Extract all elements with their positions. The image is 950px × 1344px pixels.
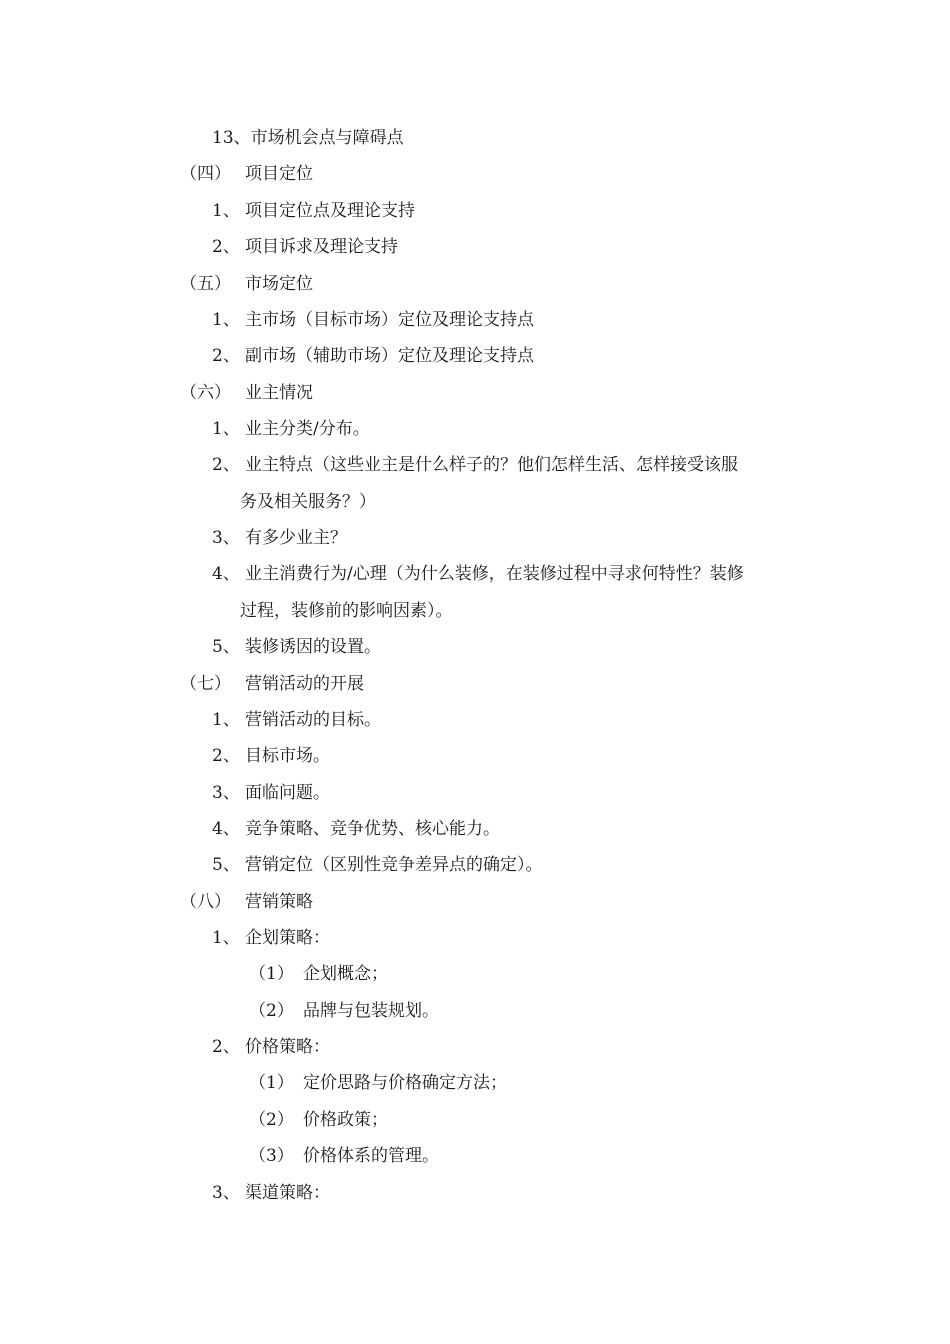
- item-number: 2、: [212, 746, 240, 766]
- sub-item-number: （1）: [249, 1073, 294, 1093]
- item-text: 市场机会点与障碍点: [250, 128, 404, 148]
- section-number: （四）: [180, 164, 231, 184]
- outline-line: [212, 817, 500, 841]
- sub-item-text: 品牌与包装规划。: [303, 1001, 439, 1021]
- section-number: （五）: [180, 274, 231, 294]
- item-number: 1、: [212, 928, 240, 948]
- item-text: 副市场（辅助市场）定位及理论支持点: [245, 346, 534, 366]
- item-text: 过程，装修前的影响因素）。: [240, 601, 453, 621]
- outline-line: [212, 453, 738, 477]
- outline-line: [212, 199, 415, 223]
- sub-item-line: [249, 1144, 439, 1168]
- section-heading: [180, 381, 313, 405]
- outline-line: [212, 526, 347, 550]
- sub-item-text: 价格体系的管理。: [303, 1146, 439, 1166]
- outline-line: [212, 635, 381, 659]
- sub-item-number: （2）: [249, 1110, 294, 1130]
- item-number: 5、: [212, 855, 240, 875]
- item-text: 营销定位（区别性竞争差异点的确定）。: [245, 855, 543, 875]
- section-number: （七）: [180, 674, 231, 694]
- item-text: 有多少业主？: [245, 528, 347, 548]
- sub-item-line: [249, 1071, 507, 1095]
- outline-line: [212, 1035, 330, 1059]
- item-text: 项目诉求及理论支持: [245, 237, 398, 257]
- outline-line: [212, 1181, 330, 1205]
- outline-line: [212, 562, 744, 586]
- item-text: 面临问题。: [245, 783, 330, 803]
- sub-item-text: 企划概念；: [303, 964, 388, 984]
- outline-line-continuation: [240, 490, 376, 514]
- sub-item-number: （3）: [249, 1146, 294, 1166]
- outline-line: [212, 344, 534, 368]
- section-title: 业主情况: [245, 383, 313, 403]
- section-title: 营销策略: [245, 892, 313, 912]
- item-number: 2、: [212, 237, 240, 257]
- item-number: 1、: [212, 710, 240, 730]
- outline-line: [212, 126, 404, 150]
- item-number: 4、: [212, 564, 240, 584]
- item-text: 营销活动的目标。: [245, 710, 381, 730]
- section-heading: [180, 890, 313, 914]
- outline-line: [212, 781, 330, 805]
- sub-item-line: [249, 1108, 388, 1132]
- section-number: （六）: [180, 383, 231, 403]
- section-number: （八）: [180, 892, 231, 912]
- sub-item-text: 价格政策；: [303, 1110, 388, 1130]
- item-number: 3、: [212, 1183, 240, 1203]
- outline-line: [212, 744, 330, 768]
- outline-line: [212, 853, 543, 877]
- sub-item-text: 定价思路与价格确定方法；: [303, 1073, 507, 1093]
- item-text: 竞争策略、竞争优势、核心能力。: [245, 819, 500, 839]
- section-title: 营销活动的开展: [245, 674, 364, 694]
- section-title: 市场定位: [245, 274, 313, 294]
- item-number: 13、: [212, 128, 251, 148]
- sub-item-number: （1）: [249, 964, 294, 984]
- item-text: 业主消费行为/心理（为什么装修，在装修过程中寻求何特性？装修: [245, 564, 744, 584]
- item-number: 1、: [212, 310, 240, 330]
- item-number: 3、: [212, 783, 240, 803]
- outline-line: [212, 708, 381, 732]
- section-heading: [180, 272, 313, 296]
- item-number: 5、: [212, 637, 240, 657]
- outline-line: [212, 417, 370, 441]
- item-number: 4、: [212, 819, 240, 839]
- item-text: 目标市场。: [245, 746, 330, 766]
- section-heading: [180, 672, 364, 696]
- item-number: 1、: [212, 419, 240, 439]
- sub-item-number: （2）: [249, 1001, 294, 1021]
- outline-line: [212, 926, 330, 950]
- item-number: 3、: [212, 528, 240, 548]
- item-text: 渠道策略：: [245, 1183, 330, 1203]
- outline-line-continuation: [240, 599, 453, 623]
- outline-line: [212, 308, 534, 332]
- item-text: 务及相关服务？）: [240, 492, 376, 512]
- item-text: 业主分类/分布。: [245, 419, 370, 439]
- item-text: 企划策略：: [245, 928, 330, 948]
- item-number: 2、: [212, 1037, 240, 1057]
- item-text: 业主特点（这些业主是什么样子的？他们怎样生活、怎样接受该服: [245, 455, 738, 475]
- sub-item-line: [249, 999, 439, 1023]
- section-heading: [180, 162, 313, 186]
- section-title: 项目定位: [245, 164, 313, 184]
- item-text: 主市场（目标市场）定位及理论支持点: [245, 310, 534, 330]
- sub-item-line: [249, 962, 388, 986]
- item-number: 2、: [212, 455, 240, 475]
- item-number: 1、: [212, 201, 240, 221]
- item-text: 项目定位点及理论支持: [245, 201, 415, 221]
- outline-line: [212, 235, 398, 259]
- item-text: 价格策略：: [245, 1037, 330, 1057]
- item-text: 装修诱因的设置。: [245, 637, 381, 657]
- item-number: 2、: [212, 346, 240, 366]
